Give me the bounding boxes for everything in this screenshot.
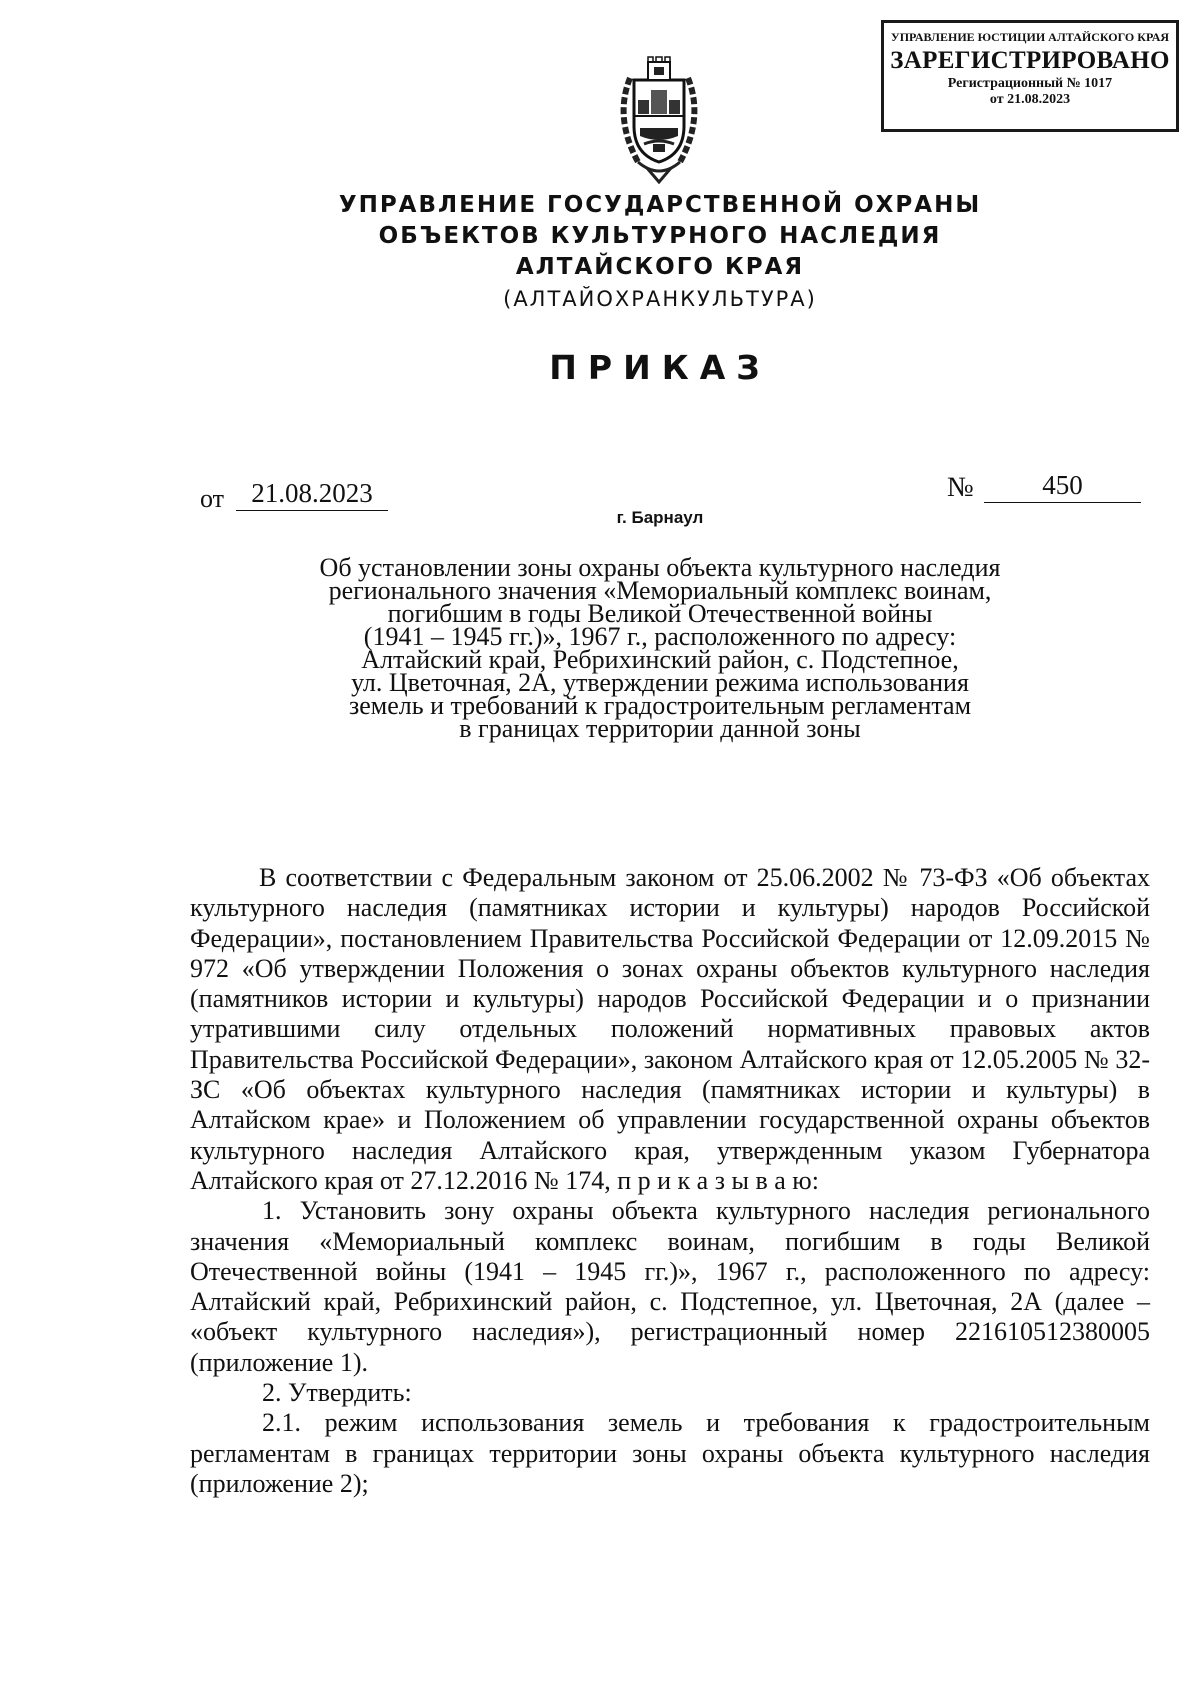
stamp-reg-date: от 21.08.2023 [989,92,1071,107]
coat-of-arms-icon [600,56,718,184]
registration-stamp [881,20,1179,132]
title-line: ул. Цветочная, 2А, утверждении режима использования [351,668,969,697]
agency-name-line-3: АЛТАЙСКОГО КРАЯ [515,254,805,280]
agency-name-line-1: УПРАВЛЕНИЕ ГОСУДАРСТВЕННОЙ ОХРАНЫ [338,192,982,218]
order-date: 21.08.2023 [236,476,388,511]
document-type-heading: ПРИКАЗ [549,348,771,387]
stamp-agency: УПРАВЛЕНИЕ ЮСТИЦИИ АЛТАЙСКОГО КРАЯ [890,30,1170,44]
stamp-status: ЗАРЕГИСТРИРОВАНО [890,47,1170,74]
date-label: от [200,484,225,513]
item-2-paragraph: 2. Утвердить: [262,1378,412,1408]
order-title [230,553,1090,743]
title-line: регионального значения «Мемориальный комплекс воинам, [328,576,992,605]
title-line: (1941 – 1945 гг.)», 1967 г., расположенного по адресу: [363,622,957,651]
title-line: Алтайский край, Ребрихинский район, с. Подстепное, [361,645,959,674]
order-body [190,863,1150,1499]
city-name: г. Барнаул [616,508,704,527]
stamp-reg-number: Регистрационный № 1017 [947,76,1113,91]
number-label: № [947,472,974,503]
title-line: погибшим в годы Великой Отечественной войны [387,599,933,628]
item-1-paragraph: 1. Установить зону охраны объекта культурного наследия регионального значения «Мемориальный комплекс воинам, погибшим в годы Великой Отечественной войны (1941 – 1945 гг.)», 1967 г., расположенного по адресу: Алтайский край, Ребрихинский район, с. Подстепное, ул. Цветочная, 2А (далее – «объект культурного наследия»), регистрационный номер 221610512380005 (приложение 1). [190,1196,1150,1377]
preamble-paragraph: В соответствии с Федеральным законом от 25.06.2002 № 73-ФЗ «Об объектах культурного наследия (памятниках истории и культуры) народов Российской Федерации», постановлением Правительства Российской Федерации от 12.09.2015 № 972 «Об утверждении Положения о зонах охраны объектов культурного наследия (памятников истории и культуры) народов Российской Федерации и о признании утратившими силу отдельных положений нормативных правовых актов Правительства Российской Федерации», законом Алтайского края от 12.05.2005 № 32-ЗС «Об объектах культурного наследия (памятниках истории и культуры) в Алтайском крае» и Положением об управлении государственной охраны объектов культурного наследия Алтайского края, утвержденным указом Губернатора Алтайского края от 27.12.2016 № 174, п р и к а з ы в а ю: [190,863,1150,1195]
order-number: 450 [984,468,1141,503]
title-line: земель и требований к градостроительным регламентам [348,691,972,720]
title-line: в границах территории данной зоны [459,714,861,743]
agency-name-line-2: ОБЪЕКТОВ КУЛЬТУРНОГО НАСЛЕДИЯ [378,223,942,249]
agency-abbreviation: (АЛТАЙОХРАНКУЛЬТУРА) [503,287,817,311]
title-line: Об установлении зоны охраны объекта культурного наследия [319,553,1001,582]
item-2-1-paragraph: 2.1. режим использования земель и требования к градостроительным регламентам в границах территории зоны охраны объекта культурного наследия (приложение 2); [190,1408,1150,1498]
